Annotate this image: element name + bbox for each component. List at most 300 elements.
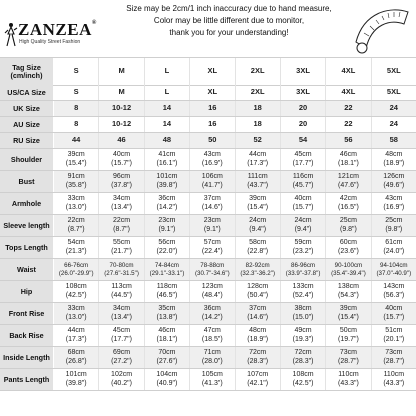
- cell-imperial: (43.7"): [247, 181, 269, 189]
- table-cell: [189, 281, 234, 302]
- cell-metric: 101cm: [156, 173, 178, 180]
- cell-metric: 23cm: [158, 217, 176, 224]
- cell-imperial: (48.4"): [201, 291, 223, 299]
- cell-imperial: (13.0"): [65, 203, 87, 211]
- table-cell: [235, 369, 280, 390]
- cell-metric: 40cm: [385, 305, 403, 312]
- cell-imperial: (15.4"): [65, 159, 87, 167]
- cell-imperial: (27.6"-31.5"): [104, 269, 139, 277]
- cell-metric: 143cm: [383, 283, 405, 290]
- table-cell: 24: [371, 101, 416, 116]
- table-cell: 46: [98, 133, 143, 148]
- table-row: [0, 237, 416, 259]
- measuring-tape-icon: [350, 2, 414, 56]
- cell-imperial: (21.7"): [111, 247, 132, 255]
- cell-metric: 70-80cm: [109, 261, 134, 269]
- table-cell: 24: [371, 117, 416, 132]
- table-cell: 3XL: [280, 85, 325, 100]
- brand-name: ZANZEA®: [18, 20, 97, 39]
- cell-metric: 43cm: [385, 195, 403, 202]
- row-label: Bust: [0, 171, 53, 192]
- cell-metric: 45cm: [113, 327, 131, 334]
- table-cell: [98, 193, 143, 214]
- table-cell: [189, 237, 234, 258]
- cell-metric: 61cm: [385, 239, 403, 246]
- table-cell: [54, 259, 98, 280]
- cell-metric: 39cm: [339, 305, 357, 312]
- cell-metric: 72cm: [294, 349, 312, 356]
- cell-metric: 110cm: [383, 371, 405, 378]
- cell-imperial: (18.9"): [247, 335, 269, 343]
- row-cells: [54, 193, 416, 214]
- table-cell: [371, 325, 416, 346]
- cell-imperial: (15.7"): [111, 159, 132, 167]
- cell-metric: 68cm: [67, 349, 85, 356]
- cell-imperial: (8.7"): [67, 225, 85, 233]
- cell-metric: 49cm: [294, 327, 312, 334]
- cell-metric: 48cm: [385, 151, 403, 158]
- cell-imperial: (18.1"): [156, 335, 178, 343]
- table-cell: [54, 303, 98, 324]
- table-cell: [189, 215, 234, 236]
- cell-metric: 105cm: [201, 371, 223, 378]
- cell-metric: 106cm: [201, 173, 223, 180]
- row-label: Tag Size (cm/inch): [0, 58, 53, 85]
- cell-imperial: (8.7"): [113, 225, 130, 233]
- cell-imperial: (15.4"): [338, 313, 359, 321]
- cell-imperial: (9.8"): [385, 225, 403, 233]
- table-cell: [371, 193, 416, 214]
- cell-imperial: (18.9"): [383, 159, 405, 167]
- cell-metric: 50cm: [339, 327, 357, 334]
- table-cell: 4XL: [325, 85, 370, 100]
- table-cell: 58: [371, 133, 416, 148]
- cell-imperial: (39.8"): [156, 181, 178, 189]
- row-label: US/CA Size: [0, 85, 53, 100]
- table-cell: 5XL: [371, 58, 416, 85]
- table-cell: [144, 149, 189, 170]
- cell-imperial: (26.8"): [65, 357, 87, 365]
- cell-imperial: (19.7"): [338, 335, 359, 343]
- table-cell: 10-12: [98, 101, 143, 116]
- row-cells: [54, 325, 416, 346]
- row-cells: [54, 347, 416, 368]
- cell-imperial: (28.3"): [292, 357, 314, 365]
- table-cell: [235, 259, 280, 280]
- cell-imperial: (27.2"): [111, 357, 132, 365]
- table-cell: [54, 215, 98, 236]
- cell-imperial: (37.0"-40.9"): [376, 269, 412, 277]
- cell-metric: 101cm: [65, 371, 87, 378]
- table-cell: [325, 259, 370, 280]
- table-cell: [325, 369, 370, 390]
- table-cell: 8: [74, 119, 79, 129]
- cell-imperial: (14.6"): [247, 313, 269, 321]
- cell-metric: 110cm: [338, 371, 359, 378]
- cell-metric: 108cm: [292, 371, 314, 378]
- table-cell: [144, 171, 189, 192]
- cell-imperial: (13.4"): [111, 203, 132, 211]
- table-cell: L: [144, 85, 189, 100]
- cell-imperial: (23.6"): [338, 247, 359, 255]
- cell-metric: 37cm: [249, 305, 267, 312]
- cell-metric: 104cm: [156, 371, 178, 378]
- cell-imperial: (46.5"): [156, 291, 178, 299]
- brand-tagline: High Quality Street Fashion: [19, 39, 81, 45]
- table-cell: [98, 369, 143, 390]
- cell-imperial: (17.3"): [65, 335, 87, 343]
- table-row: [0, 325, 416, 347]
- cell-imperial: (35.8"): [65, 181, 87, 189]
- table-cell: 14: [144, 101, 189, 116]
- cell-metric: 40cm: [113, 151, 131, 158]
- fashion-figure-icon: [4, 22, 18, 48]
- cell-metric: 54cm: [67, 239, 85, 246]
- cell-imperial: (35.4"-39.4"): [331, 269, 366, 277]
- table-cell: 22: [325, 117, 370, 132]
- cell-imperial: (50.4"): [247, 291, 269, 299]
- cell-metric: 82-92cm: [245, 261, 270, 269]
- row-label: Inside Length: [0, 347, 53, 368]
- cell-metric: 107cm: [247, 371, 269, 378]
- cell-imperial: (16.1"): [156, 159, 178, 167]
- cell-imperial: (43.3"): [383, 379, 405, 387]
- table-cell: [144, 215, 189, 236]
- table-cell: [235, 237, 280, 258]
- row-cells: [54, 85, 416, 100]
- table-cell: [371, 215, 416, 236]
- row-cells: [54, 259, 416, 280]
- table-cell: [144, 347, 189, 368]
- cell-metric: 66-76cm: [64, 261, 89, 269]
- row-label: Armhole: [0, 193, 53, 214]
- table-cell: S: [73, 66, 79, 76]
- cell-metric: 22cm: [67, 217, 85, 224]
- table-row: [0, 369, 416, 391]
- header-row: [0, 57, 416, 86]
- cell-metric: 138cm: [337, 283, 359, 290]
- cell-imperial: (39.8"): [65, 379, 87, 387]
- table-cell: [371, 347, 416, 368]
- notice-line: Color may be little different due to monitor,: [153, 16, 305, 25]
- cell-imperial: (21.3"): [65, 247, 87, 255]
- cell-metric: 33cm: [67, 195, 85, 202]
- table-cell: [144, 281, 189, 302]
- table-cell: [54, 325, 98, 346]
- cell-imperial: (49.6"): [383, 181, 405, 189]
- table-cell: 3XL: [280, 58, 325, 85]
- cell-imperial: (52.4"): [292, 291, 314, 299]
- table-cell: [98, 325, 143, 346]
- cell-imperial: (13.4"): [111, 313, 132, 321]
- table-cell: [371, 281, 416, 302]
- table-cell: 52: [235, 133, 280, 148]
- table-cell: M: [98, 58, 143, 85]
- cell-imperial: (42.1"): [247, 379, 269, 387]
- cell-imperial: (42.5"): [292, 379, 314, 387]
- cell-metric: 37cm: [203, 195, 221, 202]
- cell-imperial: (16.9"): [201, 159, 223, 167]
- cell-imperial: (27.6"): [156, 357, 178, 365]
- cell-imperial: (26.0"-29.9"): [58, 269, 94, 277]
- cell-metric: 36cm: [203, 305, 221, 312]
- cell-imperial: (56.3"): [383, 291, 405, 299]
- table-row: [0, 259, 416, 281]
- cell-imperial: (18.1"): [338, 159, 359, 167]
- table-row: [0, 281, 416, 303]
- table-cell: 20: [280, 101, 325, 116]
- table-cell: [144, 369, 189, 390]
- table-cell: 5XL: [371, 85, 416, 100]
- table-cell: [98, 303, 143, 324]
- cell-imperial: (42.5"): [65, 291, 87, 299]
- cell-metric: 34cm: [113, 305, 131, 312]
- table-cell: [98, 149, 143, 170]
- table-row: [0, 101, 416, 117]
- row-cells: [54, 149, 416, 170]
- table-cell: [189, 303, 234, 324]
- row-cells: [54, 369, 416, 390]
- cell-metric: 78-88cm: [200, 261, 225, 269]
- cell-imperial: (33.9"-37.8"): [285, 269, 321, 277]
- table-cell: [144, 237, 189, 258]
- table-cell: [98, 171, 143, 192]
- table-cell: 2XL: [235, 85, 280, 100]
- table-cell: 18: [235, 101, 280, 116]
- table-cell: 16: [189, 117, 234, 132]
- cell-imperial: (28.7"): [338, 357, 359, 365]
- table-cell: [189, 325, 234, 346]
- cell-imperial: (13.8"): [156, 313, 178, 321]
- row-cells: [54, 237, 416, 258]
- cell-metric: 36cm: [158, 195, 176, 202]
- table-cell: 18: [235, 117, 280, 132]
- table-cell: [235, 149, 280, 170]
- cell-metric: 25cm: [385, 217, 403, 224]
- table-cell: [280, 303, 325, 324]
- table-cell: [325, 171, 370, 192]
- table-cell: 2XL: [235, 58, 280, 85]
- cell-imperial: (41.7"): [201, 181, 223, 189]
- cell-imperial: (22.4"): [201, 247, 223, 255]
- cell-metric: 39cm: [249, 195, 267, 202]
- cell-metric: 42cm: [339, 195, 357, 202]
- cell-imperial: (40.2"): [111, 379, 132, 387]
- table-cell: 4XL: [325, 58, 370, 85]
- cell-imperial: (24.0"): [383, 247, 405, 255]
- cell-metric: 23cm: [203, 217, 221, 224]
- table-cell: [235, 303, 280, 324]
- cell-imperial: (47.6"): [338, 181, 359, 189]
- table-cell: [325, 193, 370, 214]
- cell-imperial: (9.8"): [339, 225, 357, 233]
- cell-metric: 47cm: [203, 327, 221, 334]
- table-row: [0, 117, 416, 133]
- table-cell: [371, 369, 416, 390]
- table-cell: [98, 347, 143, 368]
- table-row: [0, 149, 416, 171]
- cell-metric: 121cm: [337, 173, 359, 180]
- table-cell: 48: [144, 133, 189, 148]
- cell-metric: 94-104cm: [380, 261, 408, 269]
- cell-metric: 90-100cm: [334, 261, 363, 269]
- cell-metric: 35cm: [158, 305, 176, 312]
- cell-metric: 24cm: [249, 217, 267, 224]
- row-label: Tops Length: [0, 237, 53, 258]
- cell-metric: 126cm: [383, 173, 405, 180]
- table-cell: [371, 259, 416, 280]
- table-cell: [325, 347, 370, 368]
- table-cell: 44: [54, 133, 98, 148]
- cell-metric: 72cm: [249, 349, 267, 356]
- table-cell: [54, 369, 98, 390]
- table-cell: [235, 325, 280, 346]
- cell-imperial: (20.1"): [383, 335, 405, 343]
- table-cell: 20: [280, 117, 325, 132]
- table-cell: [325, 215, 370, 236]
- table-cell: 50: [189, 133, 234, 148]
- cell-metric: 58cm: [249, 239, 267, 246]
- cell-imperial: (14.2"): [156, 203, 178, 211]
- table-cell: [189, 347, 234, 368]
- cell-metric: 45cm: [294, 151, 312, 158]
- table-cell: [280, 171, 325, 192]
- row-cells: [54, 101, 416, 116]
- table-row: [0, 215, 416, 237]
- cell-imperial: (30.7"-34.6"): [194, 269, 230, 277]
- cell-metric: 57cm: [203, 239, 221, 246]
- table-cell: [280, 149, 325, 170]
- cell-imperial: (17.3"): [247, 159, 269, 167]
- cell-imperial: (28.3"): [247, 357, 269, 365]
- table-cell: [189, 193, 234, 214]
- row-label: Pants Length: [0, 369, 53, 390]
- row-cells: [54, 133, 416, 148]
- size-notice: [104, 3, 354, 39]
- table-cell: [235, 171, 280, 192]
- row-label: Waist: [0, 259, 53, 280]
- cell-imperial: (17.7"): [111, 335, 132, 343]
- table-cell: [98, 237, 143, 258]
- cell-imperial: (45.7"): [292, 181, 314, 189]
- cell-metric: 46cm: [158, 327, 176, 334]
- cell-imperial: (15.0"): [292, 313, 314, 321]
- cell-metric: 118cm: [156, 283, 178, 290]
- table-cell: [144, 259, 189, 280]
- table-row: [0, 85, 416, 101]
- row-label: Shoulder: [0, 149, 53, 170]
- table-cell: [280, 347, 325, 368]
- cell-metric: 55cm: [113, 239, 131, 246]
- cell-metric: 73cm: [385, 349, 403, 356]
- table-cell: [371, 303, 416, 324]
- cell-metric: 40cm: [294, 195, 312, 202]
- cell-imperial: (41.3"): [201, 379, 223, 387]
- cell-metric: 51cm: [385, 327, 403, 334]
- row-cells: [54, 58, 416, 85]
- cell-imperial: (15.4"): [247, 203, 269, 211]
- brand-logo: [4, 20, 104, 50]
- cell-imperial: (9.1"): [203, 225, 221, 233]
- cell-imperial: (9.4"): [249, 225, 267, 233]
- cell-imperial: (23.2"): [292, 247, 314, 255]
- table-cell: [280, 237, 325, 258]
- table-cell: [280, 215, 325, 236]
- table-row: [0, 303, 416, 325]
- table-cell: [280, 369, 325, 390]
- table-cell: [235, 281, 280, 302]
- cell-metric: 116cm: [292, 173, 314, 180]
- table-cell: [371, 171, 416, 192]
- cell-imperial: (44.5"): [111, 291, 132, 299]
- cell-metric: 33cm: [67, 305, 85, 312]
- table-cell: [144, 303, 189, 324]
- row-label: AU Size: [0, 117, 53, 132]
- table-cell: 14: [144, 117, 189, 132]
- row-cells: [54, 171, 416, 192]
- table-cell: [325, 281, 370, 302]
- table-cell: L: [144, 58, 189, 85]
- cell-imperial: (18.5"): [201, 335, 223, 343]
- cell-imperial: (15.7"): [292, 203, 314, 211]
- notice-line: Size may be 2cm/1 inch inaccuracy due to hand measure,: [126, 4, 332, 13]
- cell-metric: 96cm: [113, 173, 131, 180]
- cell-metric: 22cm: [113, 217, 131, 224]
- cell-imperial: (16.9"): [383, 203, 405, 211]
- cell-metric: 25cm: [339, 217, 357, 224]
- cell-metric: 48cm: [249, 327, 267, 334]
- cell-imperial: (19.3"): [292, 335, 314, 343]
- cell-metric: 111cm: [247, 173, 268, 180]
- cell-imperial: (37.8"): [111, 181, 132, 189]
- table-row: [0, 133, 416, 149]
- cell-metric: 38cm: [294, 305, 312, 312]
- row-cells: [54, 281, 416, 302]
- table-cell: [235, 193, 280, 214]
- table-cell: 8: [54, 101, 98, 116]
- row-label: RU Size: [0, 133, 53, 148]
- cell-metric: 128cm: [247, 283, 269, 290]
- row-label: Front Rise: [0, 303, 53, 324]
- cell-metric: 39cm: [67, 151, 85, 158]
- cell-metric: 108cm: [65, 283, 87, 290]
- table-cell: [371, 149, 416, 170]
- row-cells: [54, 303, 416, 324]
- table-cell: [189, 369, 234, 390]
- row-label: UK Size: [0, 101, 53, 116]
- cell-metric: 24cm: [294, 217, 312, 224]
- cell-imperial: (54.3"): [338, 291, 359, 299]
- table-cell: [325, 237, 370, 258]
- table-cell: [371, 237, 416, 258]
- table-cell: [98, 281, 143, 302]
- table-cell: [189, 149, 234, 170]
- header: [0, 0, 416, 55]
- table-row: [0, 347, 416, 369]
- table-cell: 10-12: [98, 117, 143, 132]
- cell-metric: 56cm: [158, 239, 176, 246]
- cell-metric: 70cm: [158, 349, 176, 356]
- table-cell: [54, 171, 98, 192]
- cell-metric: 59cm: [294, 239, 312, 246]
- table-cell: XL: [189, 85, 234, 100]
- row-label: Sleeve length: [0, 215, 53, 236]
- table-cell: [144, 325, 189, 346]
- cell-imperial: (16.5"): [338, 203, 359, 211]
- table-cell: [98, 215, 143, 236]
- table-cell: [235, 215, 280, 236]
- cell-metric: 133cm: [292, 283, 314, 290]
